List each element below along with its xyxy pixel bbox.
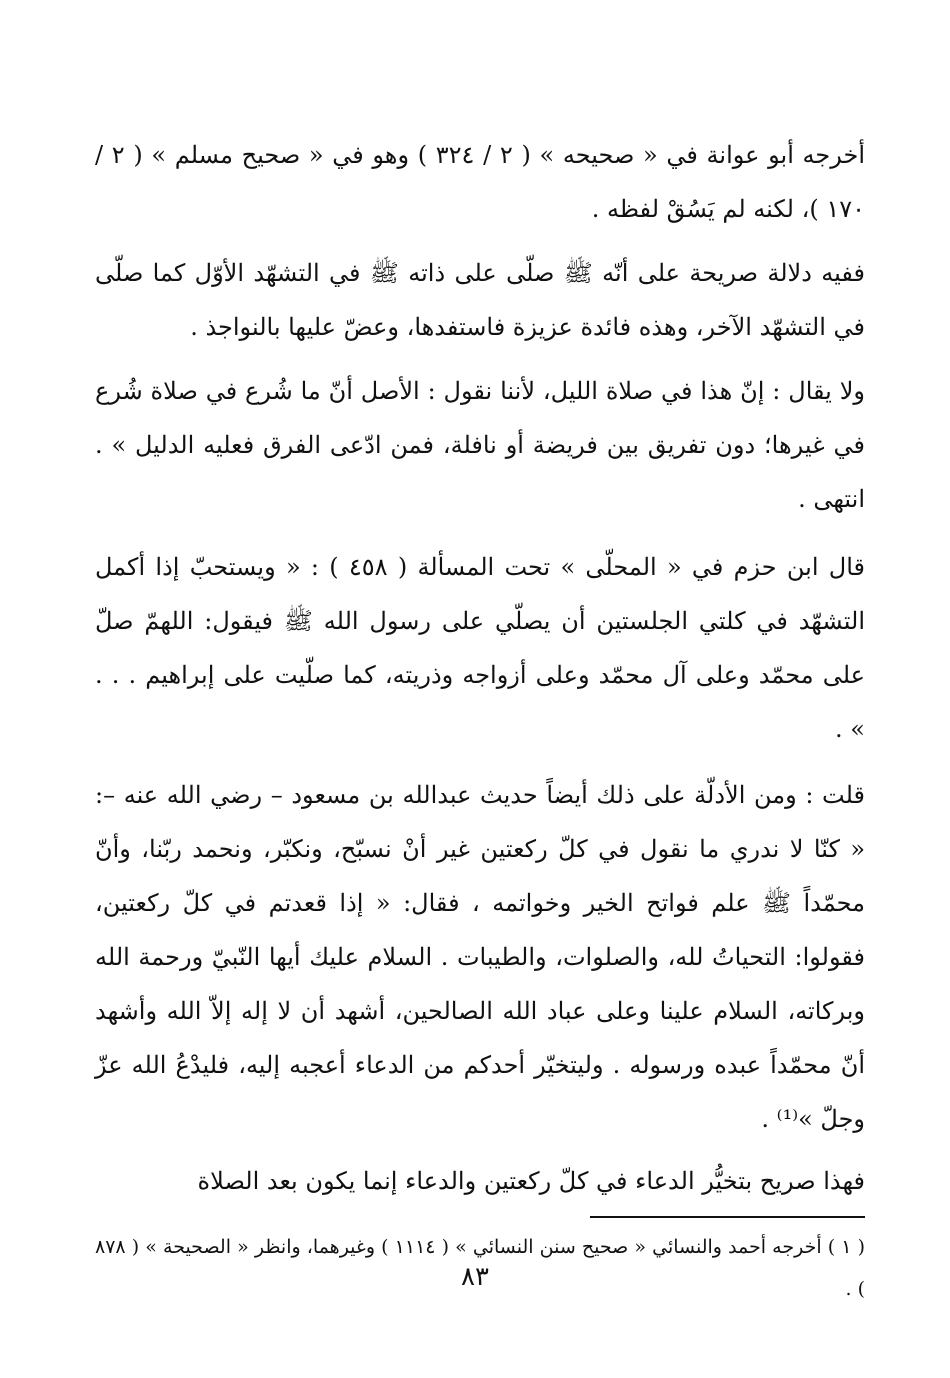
page-body <box>95 128 865 1310</box>
paragraph-ibn-masud-hadith: قلت : ومن الأدلّة على ذلك أيضاً حديث عبدالله بن مسعود – رضي الله عنه –: « كنّا لا ندري ما نقول في كلّ ركعتين غير أنْ نسبّح، ونكبّر، ونحمد ربّنا، وأنّ محمّداً ﷺ علم فواتح الخير وخواتمه ، فقال: « إذا قعدتم في كلّ ركعتين، فقولوا: التحياتُ لله، والصلوات، والطيبات . السلام عليك أيها النّبيّ ورحمة الله وبركاته، السلام علينا وعلى عباد الله الصالحين، أشهد أن لا إله إلاّ الله وأشهد أنّ محمّداً عبده ورسوله . وليتخيّر أحدكم من الدعاء أعجبه إليه، فليدْعُ الله عزّ وجلّ »⁽¹⁾ . <box>95 781 865 1133</box>
paragraph-citation-abu-awana: أخرجه أبو عوانة في « صحيحه » ( ٢ / ٣٢٤ ) وهو في « صحيح مسلم » ( ٢ / ١٧٠ )، لكنه لم يَسُقْ لفظه . <box>95 141 866 223</box>
footnote-1: ( ١ ) أخرجه أحمد والنسائي « صحيح سنن النسائي » ( ١١١٤ ) وغيرهما، وانظر « الصحيحة » ( ٨٧٨ ) . <box>95 1236 866 1300</box>
paragraph-ibn-hazm-quote: قال ابن حزم في « المحلّى » تحت المسألة ( ٤٥٨ ) : « ويستحبّ إذا أكمل التشهّد في كلتي الجلستين أن يصلّي على رسول الله ﷺ فيقول: اللهمّ صلّ على محمّد وعلى آل محمّد وعلى أزواجه وذريته، كما صلّيت على إبراهيم . . . » . <box>95 553 865 743</box>
paragraph-night-prayer-objection: ولا يقال : إنّ هذا في صلاة الليل، لأننا نقول : الأصل أنّ ما شُرع في صلاة شُرع في غيرها؛ دون تفريق بين فريضة أو نافلة، فمن ادّعى الفرق فعليه الدليل » . انتهى . <box>95 377 865 513</box>
paragraph-tashahhud-evidence: ففيه دلالة صريحة على أنّه ﷺ صلّى على ذاته ﷺ في التشهّد الأوّل كما صلّى في التشهّد الآخر، وهذه فائدة عزيزة فاستفدها، وعضّ عليها بالنواجذ . <box>95 259 865 341</box>
page-number: ٨٣ <box>461 1262 489 1292</box>
footnote-divider <box>590 1216 865 1218</box>
paragraph-dua-conclusion: فهذا صريح بتخيُّر الدعاء في كلّ ركعتين والدعاء إنما يكون بعد الصلاة <box>197 1167 865 1195</box>
